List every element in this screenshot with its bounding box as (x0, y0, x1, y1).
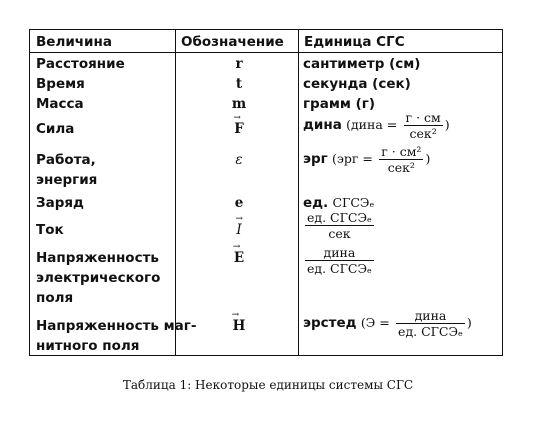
row-symbol-time: t (235, 76, 243, 92)
fraction-current (305, 210, 374, 241)
row-name-efield-line2: электрического (36, 270, 161, 286)
fraction-force-den: сек² (409, 126, 437, 141)
fraction-force-num: г · см (405, 110, 441, 125)
fraction-current-num: ед. СГСЭₑ (307, 210, 372, 225)
unit-main-work: эрг (303, 151, 328, 167)
row-name-hfield-line1: Напряженность маг- (36, 318, 197, 334)
fraction-force (404, 110, 443, 141)
row-unit-time: секунда (сек) (303, 76, 411, 92)
unit-rest-charge: СГСЭₑ (332, 195, 375, 210)
row-symbol-distance: r (235, 56, 243, 72)
row-name-work-line2: энергия (36, 172, 98, 188)
unit-paren-pre-hfield: (Э = (360, 315, 390, 330)
row-name-time: Время (36, 76, 85, 92)
row-name-charge: Заряд (36, 195, 84, 211)
row-name-current: Ток (36, 222, 64, 238)
row-unit-efield (303, 245, 376, 276)
fraction-work-num: г · см² (381, 144, 422, 159)
unit-paren-pre-work: (эрг = (332, 151, 373, 166)
row-name-work-line1: Работа, (36, 152, 96, 168)
force-vector-symbol: → F (234, 119, 244, 139)
row-symbol-charge: e (234, 195, 244, 211)
table-caption: Таблица 1: Некоторые единицы системы СГС (122, 378, 414, 392)
row-unit-distance: сантиметр (см) (303, 56, 421, 72)
row-name-efield-line3: поля (36, 290, 74, 306)
row-unit-force (303, 110, 450, 141)
fraction-work (379, 144, 423, 175)
row-name-distance: Расстояние (36, 56, 125, 72)
row-unit-work (303, 144, 430, 175)
unit-paren-post-force: ) (444, 117, 450, 132)
unit-paren-post-work: ) (425, 151, 431, 166)
row-symbol-efield (179, 248, 299, 268)
unit-main-charge: ед. (303, 195, 329, 211)
units-table (29, 29, 503, 356)
fraction-current-den: сек (328, 226, 351, 241)
row-symbol-force (179, 119, 299, 139)
fraction-hfield (396, 308, 465, 339)
header-symbol: Обозначение (181, 34, 284, 50)
fraction-hfield-num: дина (396, 308, 465, 324)
fraction-efield-num: дина (305, 245, 374, 261)
row-symbol-work: ε (235, 152, 243, 168)
fraction-work-den: сек² (387, 160, 415, 175)
unit-main-force: дина (303, 117, 342, 133)
row-unit-hfield (303, 308, 472, 339)
row-name-efield-line1: Напряженность (36, 250, 159, 266)
row-unit-mass: грамм (г) (303, 96, 375, 112)
row-name-mass: Масса (36, 96, 84, 112)
fraction-efield (305, 245, 374, 276)
unit-main-hfield: эрстед (303, 315, 357, 331)
efield-vector-symbol: → E (234, 248, 244, 268)
unit-paren-pre-force: (дина = (346, 117, 398, 132)
header-divider (30, 52, 502, 53)
unit-paren-post-hfield: ) (466, 315, 472, 330)
row-symbol-mass: m (231, 96, 247, 112)
header-quantity: Величина (36, 34, 112, 50)
current-vector-symbol: → I (236, 220, 241, 240)
row-symbol-hfield (179, 316, 299, 336)
hfield-vector-symbol: → H (233, 316, 246, 336)
row-unit-current (303, 210, 376, 241)
header-unit: Единица СГС (304, 34, 405, 50)
fraction-efield-den: ед. СГСЭₑ (307, 261, 372, 276)
row-name-force: Сила (36, 121, 75, 137)
row-name-hfield-line2: нитного поля (36, 338, 140, 354)
column-divider-1 (175, 30, 176, 355)
fraction-hfield-den: ед. СГСЭₑ (398, 324, 463, 339)
